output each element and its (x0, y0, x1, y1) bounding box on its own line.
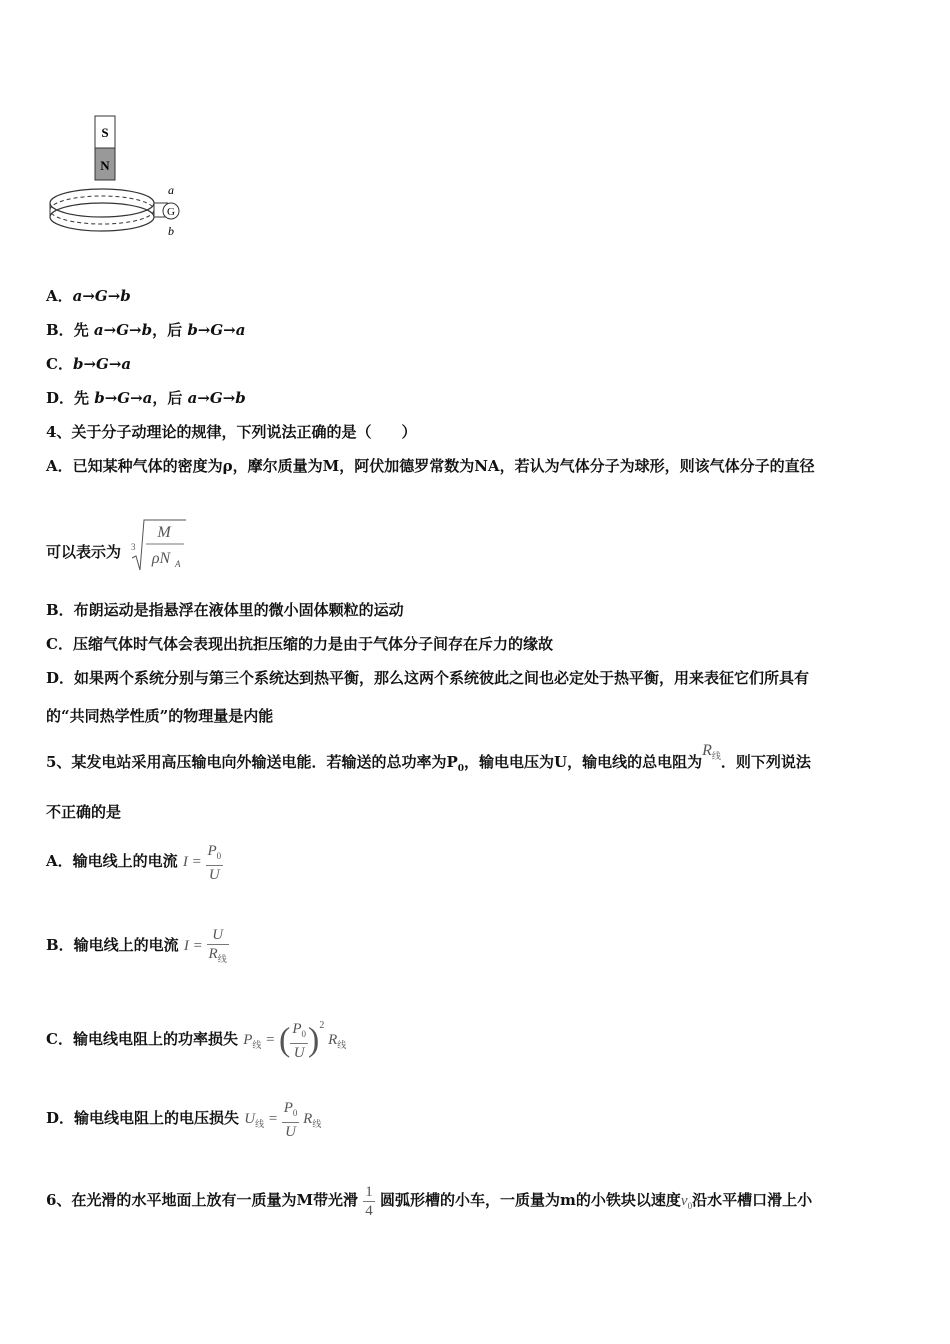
terminal-a-label: a (168, 183, 174, 197)
root-index: 3 (131, 542, 136, 552)
root-denominator-sub: A (175, 559, 181, 569)
q5-option-b: B．输电线上的电流 I = $\frac{U}{R_线}$ (46, 926, 227, 964)
q4-cube-root-formula (128, 516, 198, 572)
q6-stem: 6、在光滑的水平地面上放有一质量为M带光滑 $\frac{1}{4}$ 圆弧形槽的小车，一质量为m的小铁块以速度$v_0$沿水平槽口滑上小 (46, 1183, 813, 1219)
q5-stem-line2: 不正确的是 (46, 803, 122, 821)
q5-option-a: A．输电线上的电流 I = $\frac{P_0}{U}$ (46, 842, 222, 883)
q3-option-d: D．先 b→G→a，后 a→G→b (46, 389, 246, 407)
q5-stem: 5、某发电站采用高压输电向外输送电能．若输送的总功率为$P_0$，输电电压为U，输电线的总电阻为$R_线$．则下列说法 (46, 742, 811, 774)
magnet-n-label: N (100, 158, 110, 173)
q4-option-c: C．压缩气体时气体会表现出抗拒压缩的力是由于气体分子间存在斥力的缘故 (46, 635, 553, 653)
q4-option-d-line1: D．如果两个系统分别与第三个系统达到热平衡，那么这两个系统彼此之间也必定处于热平衡，用来表征它们所具有 (46, 669, 810, 687)
q5-option-c: C．输电线电阻上的功率损失 $P_线$ = ( $\frac{P_0}{U}$ )$^2$ $R_线$ (46, 1020, 347, 1061)
q4-option-b: B．布朗运动是指悬浮在液体里的微小固体颗粒的运动 (46, 601, 404, 619)
galvanometer-label: G (167, 206, 175, 218)
root-denominator: ρN (151, 550, 171, 567)
q5-option-d: D．输电线电阻上的电压损失 $U_线$ = $\frac{P_0}{U}$ $R_线$ (46, 1099, 322, 1140)
q3-option-b: B．先 a→G→b，后 b→G→a (46, 321, 246, 339)
root-numerator: M (157, 524, 171, 541)
q4-option-a-line1: A．已知某种气体的密度为ρ，摩尔质量为M，阿伏加德罗常数为NA，若认为气体分子为球形，则该气体分子的直径 (46, 457, 815, 475)
q4-stem: 4、关于分子动理论的规律，下列说法正确的是（ ） (46, 423, 417, 441)
q3-option-a: A．a→G→b (46, 287, 131, 305)
magnet-coil-figure (40, 108, 190, 248)
terminal-b-label: b (168, 224, 174, 238)
magnet-coil-diagram (40, 108, 190, 248)
q4-option-a-line2: 可以表示为 (46, 543, 122, 561)
q4-option-d-line2: 的“共同热学性质”的物理量是内能 (46, 707, 274, 725)
magnet-s-label: S (101, 125, 109, 140)
q3-option-c: C．b→G→a (46, 355, 132, 373)
